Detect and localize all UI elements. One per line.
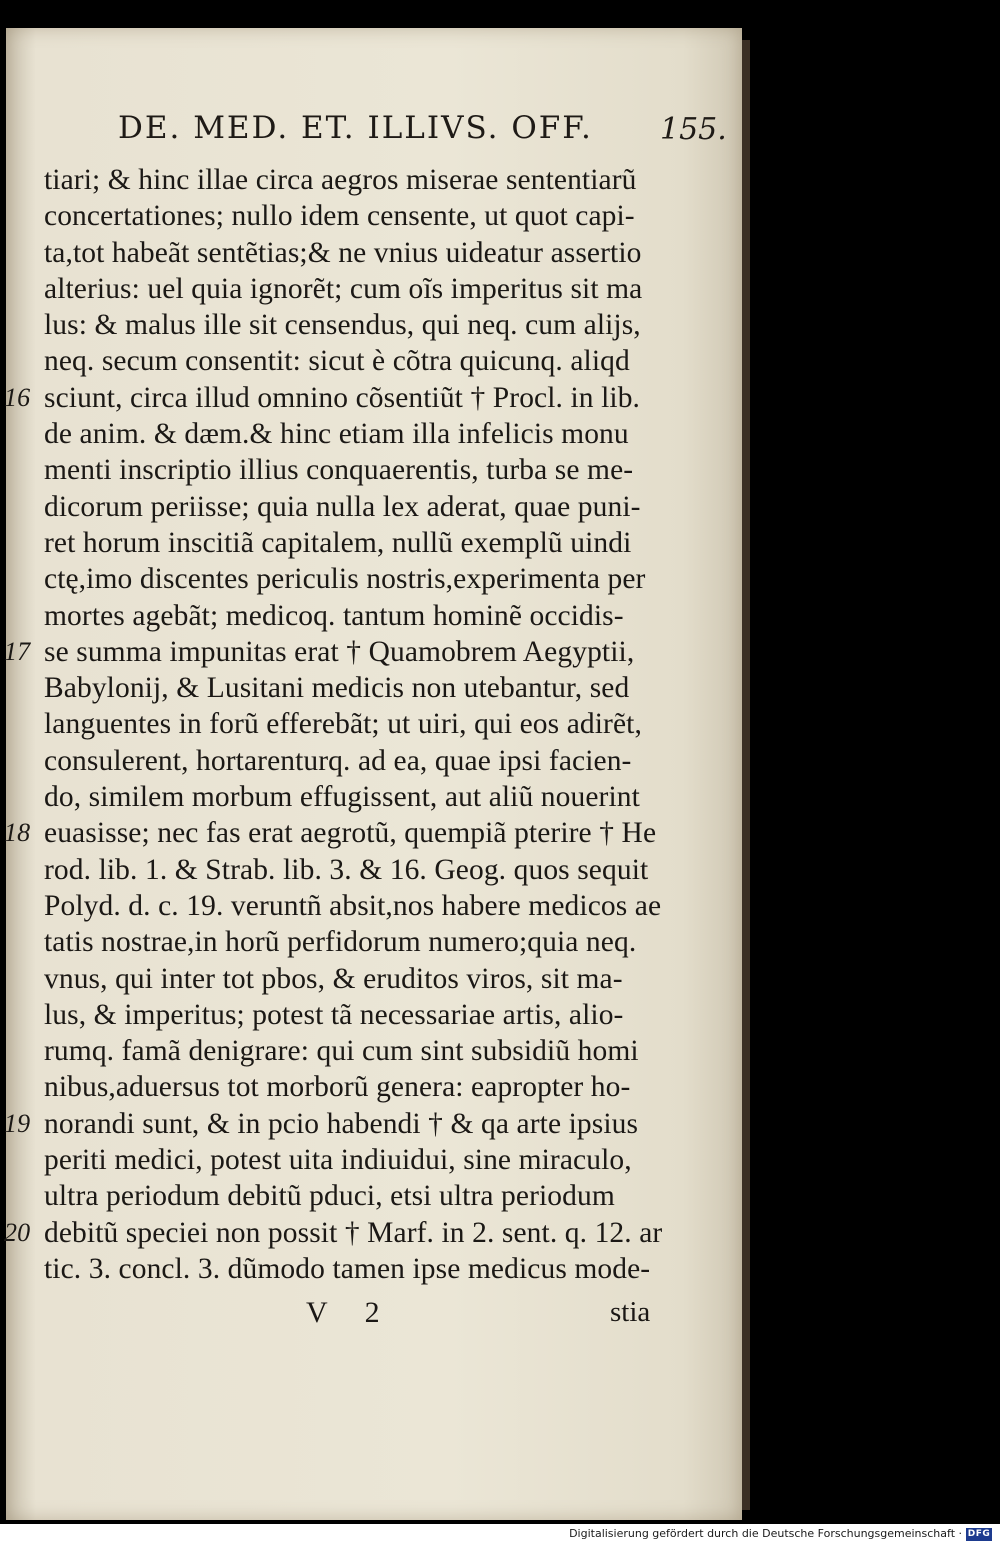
- line-text: lus, & imperitus; potest tã necessariae artis, alio-: [44, 998, 624, 1031]
- text-line: [44, 961, 752, 997]
- text-line: [44, 307, 752, 343]
- text-line: [44, 888, 752, 924]
- line-text: tic. 3. concl. 3. dũmodo tamen ipse medicus mode-: [44, 1252, 651, 1285]
- line-text: alterius: uel quia ignorẽt; cum oĩs imperitus sit ma: [44, 272, 643, 305]
- margin-note-number: 17: [4, 636, 31, 666]
- line-text: debitũ speciei non possit † Marf. in 2. sent. q. 12. ar: [44, 1216, 663, 1249]
- text-line: [44, 343, 752, 379]
- text-line: [44, 1251, 752, 1287]
- text-line: [44, 924, 752, 960]
- running-head: DE. MED. ET. ILLIVS. OFF.: [118, 110, 593, 146]
- line-text: languentes in forũ efferebãt; ut uiri, qui eos adirẽt,: [44, 708, 642, 741]
- margin-note-number: 16: [4, 382, 31, 412]
- margin-note-number: 20: [4, 1217, 31, 1247]
- line-text: nibus,aduersus tot morborũ genera: eapropter ho-: [44, 1071, 631, 1104]
- margin-note-number: 18: [4, 818, 31, 848]
- text-line: [44, 271, 752, 307]
- text-line: [44, 489, 752, 525]
- line-text: ultra periodum debitũ pduci, etsi ultra periodum: [44, 1180, 615, 1213]
- line-text: rod. lib. 1. & Strab. lib. 3. & 16. Geog. quos sequit: [44, 853, 649, 886]
- catchword: stia: [610, 1296, 651, 1328]
- line-text: mortes agebãt; medicoq. tantum hominẽ occidis-: [44, 599, 624, 632]
- line-text: vnus, qui inter tot pbos, & eruditos viros, sit ma-: [44, 962, 623, 995]
- text-line: [44, 235, 752, 271]
- text-line: [44, 852, 752, 888]
- line-text: ret horum inscitiã capitalem, nullũ exemplũ uindi: [44, 526, 632, 559]
- text-line: [44, 1178, 752, 1214]
- text-line: [44, 416, 752, 452]
- text-line: [4, 815, 752, 851]
- line-text: ta,tot habeãt sentẽtias;& ne vnius uideatur assertio: [44, 236, 642, 269]
- text-line: [44, 452, 752, 488]
- text-line: [44, 1069, 752, 1105]
- line-text: se summa impunitas erat † Quamobrem Aegyptii,: [44, 635, 635, 668]
- footer-bar: [0, 1524, 1000, 1546]
- line-text: sciunt, circa illud omnino cõsentiũt † Procl. in lib.: [44, 381, 641, 414]
- text-line: [44, 670, 752, 706]
- line-text: menti inscriptio illius conquaerentis, turba se me-: [44, 454, 634, 487]
- signature-mark: V 2: [306, 1296, 380, 1329]
- line-text: neq. secum consentit: sicut è cõtra quicunq. aliqd: [44, 345, 630, 378]
- line-text: tatis nostrae,in horũ perfidorum numero;quia neq.: [44, 926, 637, 959]
- text-line: [44, 706, 752, 742]
- line-text: do, similem morbum effugissent, aut aliũ nouerint: [44, 781, 640, 814]
- line-text: rumq. famã denigrare: qui cum sint subsidiũ homi: [44, 1035, 639, 1068]
- line-text: ctę,imo discentes periculis nostris,experimenta per: [44, 563, 646, 596]
- text-line: [4, 634, 752, 670]
- margin-note-number: 19: [4, 1108, 31, 1138]
- page-number: 155.: [660, 112, 727, 147]
- text-line: [4, 1215, 752, 1251]
- line-text: consulerent, hortarenturq. ad ea, quae ipsi facien-: [44, 744, 632, 777]
- text-line: [44, 525, 752, 561]
- text-line: [4, 380, 752, 416]
- line-text: periti medici, potest uita indiuidui, sine miraculo,: [44, 1144, 632, 1177]
- dfg-logo: DFG: [967, 1529, 991, 1539]
- text-line: [44, 198, 752, 234]
- line-text: Babylonij, & Lusitani medicis non utebantur, sed: [44, 672, 630, 705]
- text-line: [44, 598, 752, 634]
- line-text: dicorum periisse; quia nulla lex aderat, quae puni-: [44, 490, 641, 523]
- line-text: concertationes; nullo idem censente, ut quot capi-: [44, 200, 635, 233]
- body-text: [4, 162, 752, 1287]
- line-text: Polyd. d. c. 19. veruntñ absit,nos habere medicos ae: [44, 889, 662, 922]
- text-line: [44, 1142, 752, 1178]
- line-text: lus: & malus ille sit censendus, qui neq. cum alijs,: [44, 309, 641, 342]
- text-line: [44, 743, 752, 779]
- line-text: euasisse; nec fas erat aegrotũ, quempiã pterire † He: [44, 817, 657, 850]
- line-text: de anim. & dæm.& hinc etiam illa infelicis monu: [44, 418, 629, 451]
- text-line: [44, 997, 752, 1033]
- line-text: norandi sunt, & in pcio habendi † & qa arte ipsius: [44, 1107, 639, 1140]
- footer-credit: Digitalisierung gefördert durch die Deutsche Forschungsgemeinschaft ·: [569, 1527, 962, 1540]
- line-text: tiari; & hinc illae circa aegros miserae sententiarũ: [44, 164, 637, 196]
- text-line: [44, 561, 752, 597]
- text-line: [44, 1033, 752, 1069]
- text-line: [44, 162, 752, 198]
- text-line: [4, 1106, 752, 1142]
- text-line: [44, 779, 752, 815]
